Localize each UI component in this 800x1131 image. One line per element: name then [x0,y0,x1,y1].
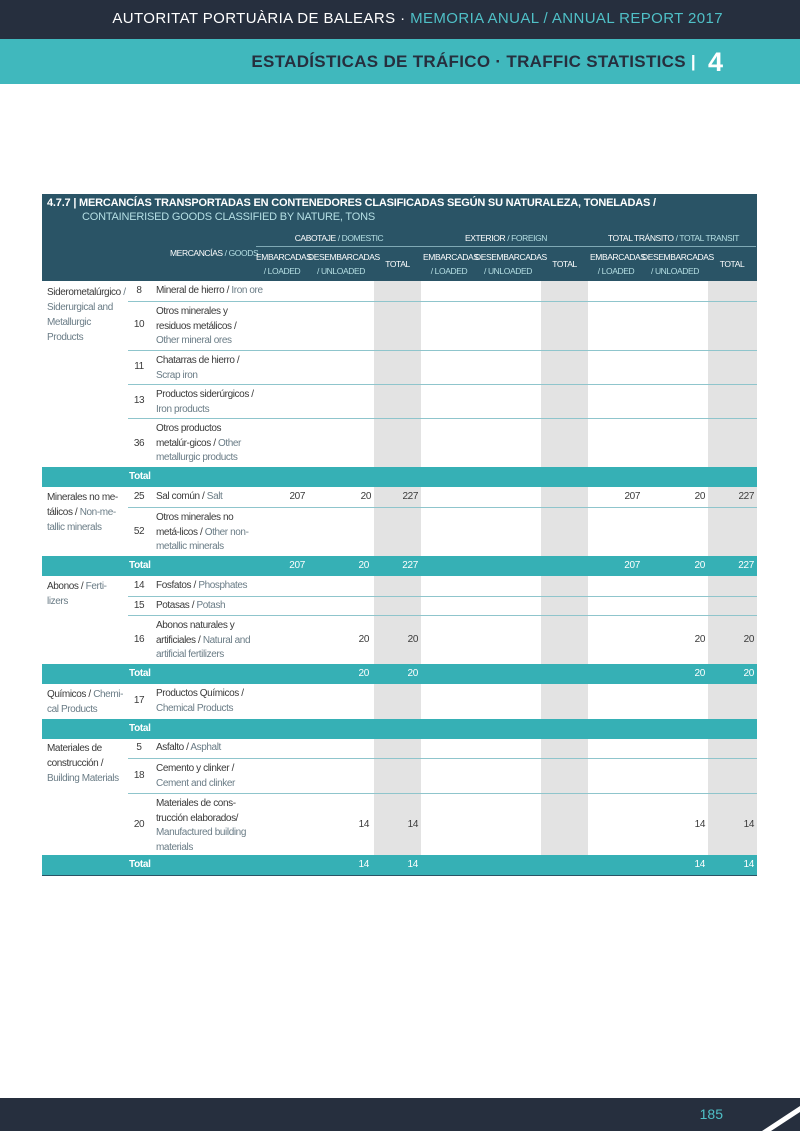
subheader-total: TOTAL [385,259,410,269]
section-title: ESTADÍSTICAS DE TRÁFICO · TRAFFIC STATISTICS | [251,52,696,71]
table-row: 15 Potasas / Potash [128,596,757,616]
org-name: AUTORITAT PORTUÀRIA DE BALEARS [112,10,396,27]
running-header: AUTORITAT PORTUÀRIA DE BALEARS · MEMORIA ANUAL / ANNUAL REPORT 2017 [112,10,723,27]
subheader-total: TOTAL [552,259,577,269]
page-number: 185 [699,1106,723,1122]
table-row: 5 Asfalto / Asphalt [136,742,221,753]
total-row: Total [42,719,757,739]
table-row: 17 Productos Químicos / Chemical Products [133,688,244,714]
table-row: 8 Mineral de hierro / Iron ore [136,285,263,296]
total-row: Total 14 14 14 14 [42,855,757,875]
category-label: Abonos / Ferti-lizers [47,581,107,607]
section-number: 4 [708,47,724,77]
table-row: 18 Cemento y clinker / Cement and clinker [128,758,757,794]
footer-diagonal-stripe [0,1098,800,1131]
subheader-total: TOTAL [719,259,745,269]
category-label: Siderometalúrgico / Siderurgical and Metallurgic Products [47,287,126,343]
memoria-label: MEMORIA ANUAL [410,10,539,27]
total-row: Total [42,467,757,487]
total-row: Total 20 20 20 20 [42,664,757,684]
table-row: 36 Otros productos metalúr-gicos / Other metallurgic products [128,418,757,467]
table-row: 16 Abonos naturales y artificiales / Natural and artificial fertilizers 20 20 20 20 [128,615,757,664]
table-row: 13 Productos siderúrgicos / Iron products [128,384,757,419]
subheader-loaded: EMBARCADAS / LOADED [423,252,479,276]
category-label: Químicos / Chemi-cal Products [47,689,124,715]
table-title: 4.7.7 | MERCANCÍAS TRANSPORTADAS EN CONTENEDORES CLASIFICADAS SEGÚN SU NATURALEZA, TONELADAS / CONTAINERISED GOODS CLASSIFIED BY NATURE, TONS [42,194,757,226]
subheader-unloaded: DESEMBARCADAS / UNLOADED [308,252,380,276]
subheader-unloaded: DESEMBARCADAS / UNLOADED [642,252,714,276]
table-row: 25 Sal común / Salt 207 20 227 207 20 227 [133,491,754,502]
goods-column-header: MERCANCÍAS / GOODS [170,248,259,258]
table-row: 10 Otros minerales y residuos metálicos / Other mineral ores [128,301,757,351]
table-row: 14 Fosfatos / Phosphates [133,580,248,591]
table-header [42,226,757,281]
group-header-transit: TOTAL TRÁNSITO / TOTAL TRANSIT [607,233,740,243]
table-bottom-rule [42,875,757,876]
table-row: 52 Otros minerales no metá-licos / Other non-metallic minerals [128,507,757,557]
subheader-loaded: EMBARCADAS / LOADED [590,252,646,276]
category-label: Minerales no me-tálicos / Non-me-tallic minerals [47,492,118,533]
category-label: Materiales de construcción / Building Materials [47,743,119,784]
annual-report-label: ANNUAL REPORT 2017 [551,10,723,27]
total-row: Total 207 20 227 207 20 227 [42,556,757,576]
subheader-loaded: EMBARCADAS / LOADED [256,252,312,276]
header-divider [256,246,756,247]
table-row: 20 Materiales de cons-trucción elaborados/ Manufactured building materials 14 14 14 14 [128,793,757,856]
group-header-foreign: EXTERIOR / FOREIGN [464,233,548,243]
subheader-unloaded: DESEMBARCADAS / UNLOADED [475,252,547,276]
group-header-domestic: CABOTAJE / DOMESTIC [294,233,384,243]
table-row: 11 Chatarras de hierro / Scrap iron [128,350,757,385]
